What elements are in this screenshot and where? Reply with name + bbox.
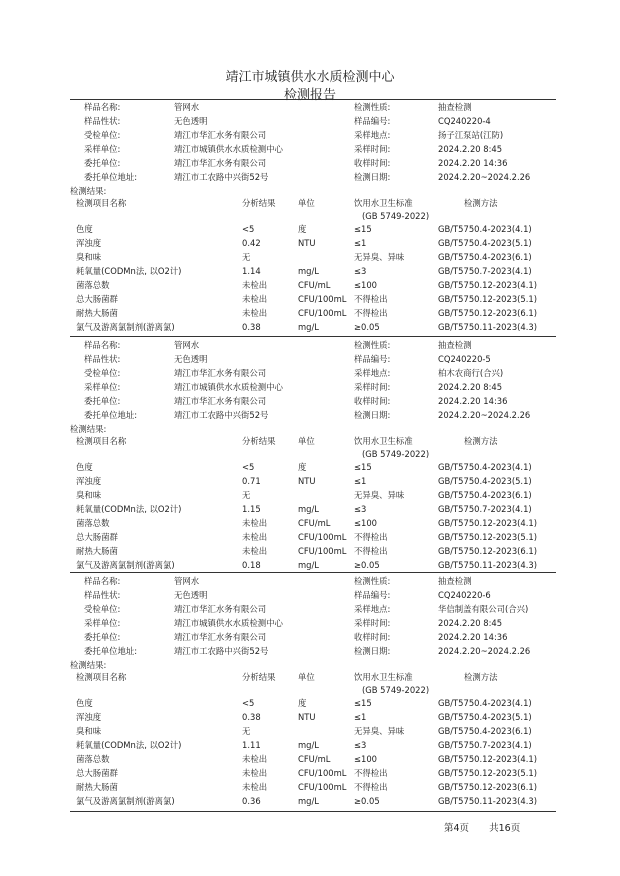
std-cell: ≤15 [354,462,372,472]
result-cell: 无 [242,726,251,736]
col-std-header: 饮用水卫生标准 [354,436,413,446]
receive-time-value: 2024.2.20 14:36 [438,632,508,642]
table-row [70,264,556,278]
sample-name-value: 管网水 [174,102,200,112]
table-row [70,780,556,794]
result-cell: 未检出 [242,754,268,764]
method-cell: GB/T5750.12-2023(6.1) [438,546,537,556]
item-cell: 臭和味 [76,726,102,736]
info-row [70,128,556,142]
unit-cell: 度 [298,698,307,708]
entrust-address-label: 委托单位地址: [84,172,138,182]
table-row [70,488,556,502]
item-cell: 臭和味 [76,252,102,262]
client-unit-label: 受检单位: [84,604,121,614]
table-row [70,250,556,264]
result-cell: 未检出 [242,532,268,542]
table-row [70,320,556,334]
method-cell: GB/T5750.11-2023(4.3) [438,322,537,332]
std-cell: 无异臭、异味 [354,252,405,262]
result-cell: 未检出 [242,518,268,528]
method-cell: GB/T5750.11-2023(4.3) [438,560,537,570]
method-cell: GB/T5750.7-2023(4.1) [438,740,532,750]
col-std-subheader: (GB 5749-2022) [362,449,430,459]
entrust-address-label: 委托单位地址: [84,646,138,656]
result-cell: 未检出 [242,308,268,318]
std-cell: ≤100 [354,518,378,528]
sampling-time-label: 采样时间: [354,618,391,628]
info-row [70,380,556,394]
nature-value: 抽查检测 [438,102,472,112]
table-header [70,670,556,696]
item-cell: 浑浊度 [76,476,102,486]
unit-cell: NTU [298,238,316,248]
std-cell: 不得检出 [354,532,388,542]
entrust-unit-label: 委托单位: [84,396,121,406]
table-row [70,306,556,320]
sample-name-label: 样品名称: [84,340,121,350]
std-cell: ≤1 [354,712,367,722]
table-row [70,474,556,488]
result-cell: 0.38 [242,712,261,722]
unit-cell: CFU/mL [298,754,331,764]
item-cell: 菌落总数 [76,280,110,290]
site-label: 采样地点: [354,368,391,378]
item-cell: 色度 [76,698,93,708]
std-cell: 不得检出 [354,294,388,304]
unit-cell: mg/L [298,740,319,750]
table-row [70,752,556,766]
sample-no-value: CQ240220-5 [438,354,491,364]
method-cell: GB/T5750.7-2023(4.1) [438,504,532,514]
col-unit-header: 单位 [298,436,315,446]
std-cell: ≤100 [354,754,378,764]
unit-cell: CFU/100mL [298,532,347,542]
item-cell: 色度 [76,462,93,472]
item-cell: 总大肠菌群 [76,768,118,778]
sample-state-value: 无色透明 [174,354,208,364]
table-row [70,222,556,236]
test-date-value: 2024.2.20~2024.2.26 [438,172,531,182]
unit-cell: 度 [298,224,307,234]
sample-name-label: 样品名称: [84,102,121,112]
method-cell: GB/T5750.4-2023(5.1) [438,712,532,722]
result-cell: <5 [242,462,255,472]
info-row [70,366,556,380]
method-cell: GB/T5750.12-2023(4.1) [438,754,537,764]
unit-cell: mg/L [298,560,319,570]
sampling-time-value: 2024.2.20 8:45 [438,144,503,154]
unit-cell: CFU/100mL [298,768,347,778]
col-result-header: 分析结果 [242,436,276,446]
method-cell: GB/T5750.12-2023(4.1) [438,518,537,528]
col-method-header: 检测方法 [464,672,498,682]
unit-cell: mg/L [298,322,319,332]
test-date-label: 检测日期: [354,410,391,420]
sampling-time-label: 采样时间: [354,144,391,154]
results-label: 检测结果: [70,186,107,196]
test-date-value: 2024.2.20~2024.2.26 [438,646,531,656]
item-cell: 氯气及游离氯制剂(游离氯) [76,322,175,332]
sample-state-value: 无色透明 [174,116,208,126]
table-row [70,724,556,738]
std-cell: 不得检出 [354,546,388,556]
item-cell: 耐热大肠菌 [76,308,118,318]
sampling-unit-value: 靖江市城镇供水水质检测中心 [174,382,283,392]
std-cell: ≤15 [354,698,372,708]
method-cell: GB/T5750.4-2023(6.1) [438,490,532,500]
method-cell: GB/T5750.4-2023(4.1) [438,224,532,234]
col-std-header: 饮用水卫生标准 [354,198,413,208]
unit-cell: NTU [298,476,316,486]
entrust-address-label: 委托单位地址: [84,410,138,420]
sampling-unit-label: 采样单位: [84,618,121,628]
sample-state-label: 样品性状: [84,590,121,600]
item-cell: 耐热大肠菌 [76,546,118,556]
page-footer [444,820,520,834]
col-std-subheader: (GB 5749-2022) [362,211,430,221]
sampling-time-value: 2024.2.20 8:45 [438,382,503,392]
std-cell: ≤1 [354,238,367,248]
result-cell: 无 [242,490,251,500]
table-row [70,766,556,780]
table-row [70,516,556,530]
std-cell: ≤15 [354,224,372,234]
receive-time-label: 收样时间: [354,158,391,168]
table-row [70,278,556,292]
info-row [70,394,556,408]
col-unit-header: 单位 [298,198,315,208]
result-cell: 无 [242,252,251,262]
col-std-header: 饮用水卫生标准 [354,672,413,682]
receive-time-label: 收样时间: [354,632,391,642]
entrust-unit-value: 靖江市华汇水务有限公司 [174,396,267,406]
result-cell: 1.15 [242,504,261,514]
table-row [70,544,556,558]
result-cell: 1.11 [242,740,261,750]
item-cell: 菌落总数 [76,754,110,764]
std-cell: 无异臭、异味 [354,726,405,736]
nature-value: 抽查检测 [438,340,472,350]
sample-state-label: 样品性状: [84,354,121,364]
item-cell: 氯气及游离氯制剂(游离氯) [76,796,175,806]
item-cell: 浑浊度 [76,238,102,248]
report-title: 检测报告 [283,88,336,103]
divider [70,811,556,812]
item-cell: 耗氧量(CODMn法, 以O2计) [76,740,182,750]
table-row [70,236,556,250]
sample-no-label: 样品编号: [354,590,391,600]
test-date-label: 检测日期: [354,646,391,656]
unit-cell: CFU/100mL [298,546,347,556]
result-cell: 1.14 [242,266,261,276]
info-row [70,574,556,588]
info-row [70,602,556,616]
std-cell: 不得检出 [354,308,388,318]
page-number: 第4页 [444,823,470,834]
client-unit-value: 靖江市华汇水务有限公司 [174,130,267,140]
sample-state-label: 样品性状: [84,116,121,126]
table-row [70,738,556,752]
item-cell: 浑浊度 [76,712,102,722]
method-cell: GB/T5750.12-2023(5.1) [438,768,537,778]
entrust-unit-label: 委托单位: [84,158,121,168]
item-cell: 耐热大肠菌 [76,782,118,792]
info-row [70,408,556,422]
unit-cell: mg/L [298,796,319,806]
method-cell: GB/T5750.11-2023(4.3) [438,796,537,806]
sampling-unit-value: 靖江市城镇供水水质检测中心 [174,618,283,628]
nature-label: 检测性质: [354,102,391,112]
method-cell: GB/T5750.12-2023(6.1) [438,782,537,792]
info-row [70,644,556,658]
sample-state-value: 无色透明 [174,590,208,600]
result-cell: <5 [242,224,255,234]
divider [70,572,556,573]
item-cell: 耗氧量(CODMn法, 以O2计) [76,504,182,514]
info-row [70,588,556,602]
method-cell: GB/T5750.12-2023(5.1) [438,532,537,542]
info-row [70,156,556,170]
info-row [70,100,556,114]
unit-cell: CFU/mL [298,280,331,290]
info-row [70,142,556,156]
site-value: 柏木农商行(合兴) [438,368,504,378]
results-label: 检测结果: [70,660,107,670]
unit-cell: CFU/100mL [298,308,347,318]
entrust-unit-label: 委托单位: [84,632,121,642]
client-unit-label: 受检单位: [84,368,121,378]
item-cell: 耗氧量(CODMn法, 以O2计) [76,266,182,276]
item-cell: 色度 [76,224,93,234]
method-cell: GB/T5750.4-2023(6.1) [438,726,532,736]
client-unit-value: 靖江市华汇水务有限公司 [174,368,267,378]
table-header [70,434,556,460]
result-cell: 未检出 [242,782,268,792]
client-unit-value: 靖江市华汇水务有限公司 [174,604,267,614]
result-cell: 0.18 [242,560,261,570]
entrust-unit-value: 靖江市华汇水务有限公司 [174,632,267,642]
sample-name-label: 样品名称: [84,576,121,586]
sampling-unit-label: 采样单位: [84,144,121,154]
col-unit-header: 单位 [298,672,315,682]
std-cell: ≤3 [354,504,367,514]
sampling-unit-value: 靖江市城镇供水水质检测中心 [174,144,283,154]
sample-name-value: 管网水 [174,340,200,350]
table-row [70,710,556,724]
report-org-title: 靖江市城镇供水水质检测中心 [225,70,395,85]
col-method-header: 检测方法 [464,436,498,446]
unit-cell: CFU/100mL [298,294,347,304]
item-cell: 臭和味 [76,490,102,500]
unit-cell: mg/L [298,266,319,276]
unit-cell: NTU [298,712,316,722]
sampling-time-label: 采样时间: [354,382,391,392]
info-row [70,338,556,352]
unit-cell: mg/L [298,504,319,514]
info-row [70,352,556,366]
unit-cell: CFU/100mL [298,782,347,792]
std-cell: 不得检出 [354,782,388,792]
sample-no-label: 样品编号: [354,354,391,364]
result-cell: 未检出 [242,280,268,290]
sample-no-value: CQ240220-4 [438,116,491,126]
std-cell: ≤1 [354,476,367,486]
receive-time-label: 收样时间: [354,396,391,406]
item-cell: 氯气及游离氯制剂(游离氯) [76,560,175,570]
site-label: 采样地点: [354,604,391,614]
test-date-label: 检测日期: [354,172,391,182]
result-cell: 未检出 [242,546,268,556]
std-cell: ≥0.05 [354,796,380,806]
table-row [70,530,556,544]
method-cell: GB/T5750.4-2023(4.1) [438,462,532,472]
sample-name-value: 管网水 [174,576,200,586]
sampling-time-value: 2024.2.20 8:45 [438,618,503,628]
table-row [70,460,556,474]
table-row [70,558,556,572]
entrust-address-value: 靖江市工农路中兴街52号 [174,410,269,420]
nature-value: 抽查检测 [438,576,472,586]
result-cell: 未检出 [242,768,268,778]
nature-label: 检测性质: [354,340,391,350]
col-result-header: 分析结果 [242,198,276,208]
col-item-header: 检测项目名称 [76,198,127,208]
site-value: 扬子江泵站(江防) [438,130,504,140]
method-cell: GB/T5750.12-2023(5.1) [438,294,537,304]
result-cell: 未检出 [242,294,268,304]
sampling-unit-label: 采样单位: [84,382,121,392]
test-date-value: 2024.2.20~2024.2.26 [438,410,531,420]
site-label: 采样地点: [354,130,391,140]
method-cell: GB/T5750.4-2023(6.1) [438,252,532,262]
std-cell: 不得检出 [354,768,388,778]
table-header [70,196,556,222]
col-result-header: 分析结果 [242,672,276,682]
receive-time-value: 2024.2.20 14:36 [438,158,508,168]
receive-time-value: 2024.2.20 14:36 [438,396,508,406]
result-cell: 0.42 [242,238,261,248]
table-row [70,696,556,710]
entrust-address-value: 靖江市工农路中兴街52号 [174,646,269,656]
col-std-subheader: (GB 5749-2022) [362,685,430,695]
result-cell: 0.36 [242,796,261,806]
std-cell: ≥0.05 [354,560,380,570]
table-row [70,502,556,516]
unit-cell: CFU/mL [298,518,331,528]
entrust-address-value: 靖江市工农路中兴街52号 [174,172,269,182]
sample-no-label: 样品编号: [354,116,391,126]
std-cell: ≤3 [354,266,367,276]
item-cell: 总大肠菌群 [76,532,118,542]
info-row [70,170,556,184]
results-label: 检测结果: [70,424,107,434]
table-row [70,292,556,306]
info-row [70,630,556,644]
page-total: 共16页 [489,823,521,834]
table-row [70,794,556,808]
method-cell: GB/T5750.4-2023(5.1) [438,476,532,486]
method-cell: GB/T5750.4-2023(5.1) [438,238,532,248]
method-cell: GB/T5750.12-2023(6.1) [438,308,537,318]
item-cell: 菌落总数 [76,518,110,528]
divider [70,336,556,337]
client-unit-label: 受检单位: [84,130,121,140]
col-item-header: 检测项目名称 [76,672,127,682]
site-value: 华信制盖有限公司(合兴) [438,604,529,614]
col-item-header: 检测项目名称 [76,436,127,446]
method-cell: GB/T5750.12-2023(4.1) [438,280,537,290]
sample-no-value: CQ240220-6 [438,590,491,600]
unit-cell: 度 [298,462,307,472]
col-method-header: 检测方法 [464,198,498,208]
result-cell: <5 [242,698,255,708]
std-cell: ≥0.05 [354,322,380,332]
std-cell: ≤3 [354,740,367,750]
std-cell: 无异臭、异味 [354,490,405,500]
result-cell: 0.71 [242,476,261,486]
result-cell: 0.38 [242,322,261,332]
nature-label: 检测性质: [354,576,391,586]
method-cell: GB/T5750.7-2023(4.1) [438,266,532,276]
entrust-unit-value: 靖江市华汇水务有限公司 [174,158,267,168]
method-cell: GB/T5750.4-2023(4.1) [438,698,532,708]
item-cell: 总大肠菌群 [76,294,118,304]
std-cell: ≤100 [354,280,378,290]
info-row [70,114,556,128]
info-row [70,616,556,630]
